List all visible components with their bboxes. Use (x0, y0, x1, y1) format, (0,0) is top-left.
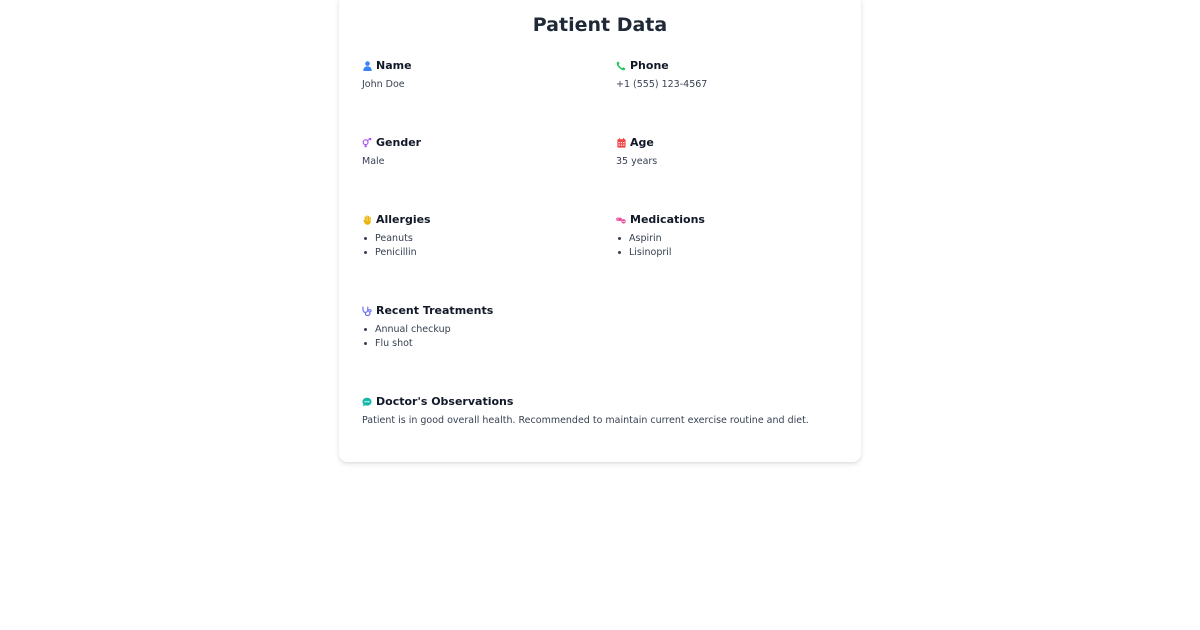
medications-field (616, 212, 846, 260)
list-item: Lisinopril (629, 246, 846, 260)
pills-icon (616, 214, 626, 226)
page-title: Patient Data (532, 14, 668, 36)
gender-value: Male (362, 156, 385, 167)
observations-label: Doctor's Observations (376, 395, 514, 408)
age-field (616, 135, 846, 169)
age-header (616, 135, 846, 151)
allergies-field (362, 212, 592, 260)
name-value: John Doe (362, 79, 405, 90)
age-label: Age (630, 136, 654, 149)
list-item: Annual checkup (375, 323, 592, 337)
phone-icon (616, 60, 626, 72)
allergies-header (362, 212, 592, 228)
medications-list (616, 232, 846, 260)
patient-card (339, 0, 861, 462)
phone-header (616, 58, 846, 74)
hand-icon (362, 214, 372, 226)
allergies-list (362, 232, 592, 260)
list-item: Penicillin (375, 246, 592, 260)
list-item: Flu shot (375, 337, 592, 351)
gender-field (362, 135, 592, 169)
observations-header (362, 394, 842, 410)
phone-label: Phone (630, 59, 669, 72)
age-value: 35 years (616, 156, 658, 167)
name-field (362, 58, 592, 92)
treatments-header (362, 303, 592, 319)
medications-label: Medications (630, 213, 705, 226)
medications-header (616, 212, 846, 228)
stethoscope-icon (362, 305, 372, 317)
treatments-label: Recent Treatments (376, 304, 494, 317)
gender-label: Gender (376, 136, 422, 149)
name-label: Name (376, 59, 412, 72)
name-header (362, 58, 592, 74)
list-item: Peanuts (375, 232, 592, 246)
user-icon (362, 60, 372, 72)
gender-header (362, 135, 592, 151)
treatments-list (362, 323, 592, 351)
phone-value: +1 (555) 123-4567 (616, 79, 708, 90)
phone-field (616, 58, 846, 92)
gender-icon (362, 137, 372, 149)
calendar-icon (616, 137, 626, 149)
comment-icon (362, 396, 372, 408)
observations-value: Patient is in good overall health. Recommended to maintain current exercise routine and diet. (362, 415, 809, 426)
allergies-label: Allergies (376, 213, 431, 226)
treatments-field (362, 303, 592, 351)
observations-field (362, 394, 842, 428)
list-item: Aspirin (629, 232, 846, 246)
